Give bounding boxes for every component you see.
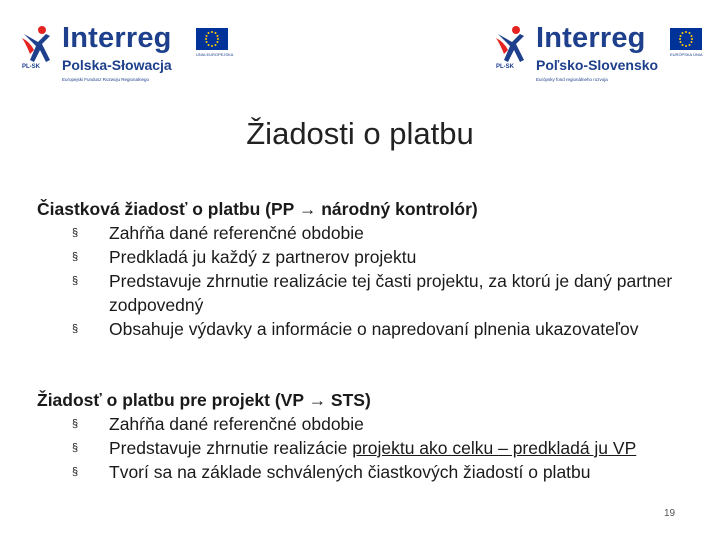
bullet-list — [37, 412, 697, 484]
fund-line: Európsky fond regionálneho rozvoja — [536, 77, 608, 82]
program-name: Poľsko-Slovensko — [536, 57, 659, 73]
list-item — [37, 245, 697, 269]
list-item-text: Zahŕňa dané referenčné obdobie — [109, 414, 364, 434]
fund-line: Europejski Fundusz Rozwoju Regionalnego — [62, 77, 150, 82]
eu-flag-icon — [670, 28, 702, 50]
brand-name: Interreg — [62, 22, 172, 54]
brand-name: Interreg — [536, 22, 646, 54]
page-number: 19 — [664, 508, 676, 519]
program-name: Polska-Słowacja — [62, 57, 172, 73]
underlined-text: projektu ako celku – predkladá ju VP — [352, 438, 637, 458]
list-item — [37, 436, 697, 460]
region-label: PL-SK — [22, 64, 40, 70]
list-item — [37, 412, 697, 436]
eu-caption: UNIA EUROPEJSKA — [196, 52, 234, 57]
list-item-text: Predstavuje zhrnutie realizácie — [109, 438, 353, 458]
eu-flag-icon — [196, 28, 228, 50]
logo-interreg-polsko-slovensko — [494, 24, 714, 88]
bullet-marker: § — [72, 418, 79, 430]
list-item-text: Predkladá ju každý z partnerov projektu — [109, 247, 417, 267]
list-item-text: Predstavuje zhrnutie realizácie tej časti projektu, za ktorú je daný partner zodpovedný — [109, 271, 673, 315]
list-item-text: Zahŕňa dané referenčné obdobie — [109, 223, 364, 243]
list-item — [37, 317, 697, 341]
section-heading: Čiastková žiadosť o platbu (PP → národný kontrolór) — [37, 199, 478, 219]
region-label: PL-SK — [496, 64, 514, 70]
bullet-list — [37, 221, 697, 341]
list-item-text: Tvorí sa na základe schválených čiastkových žiadostí o platbu — [109, 462, 591, 482]
bullet-marker: § — [72, 275, 79, 287]
list-item-text: Obsahuje výdavky a informácie o napredovaní plnenia ukazovateľov — [109, 319, 639, 339]
bullet-marker: § — [72, 466, 79, 478]
eu-caption: EURÓPSKA ÚNIA — [670, 52, 703, 57]
bullet-marker: § — [72, 251, 79, 263]
bullet-marker: § — [72, 323, 79, 335]
section-project-payment-request — [37, 388, 697, 484]
list-item — [37, 460, 697, 484]
logo-interreg-polska-slowacja — [20, 24, 240, 88]
bullet-marker: § — [72, 227, 79, 239]
list-item — [37, 269, 697, 317]
list-item — [37, 221, 697, 245]
section-heading: Žiadosť o platbu pre projekt (VP → STS) — [37, 390, 371, 410]
slide-title: Žiadosti o platbu — [246, 116, 474, 151]
bullet-marker: § — [72, 442, 79, 454]
section-partial-payment-request — [37, 197, 697, 341]
